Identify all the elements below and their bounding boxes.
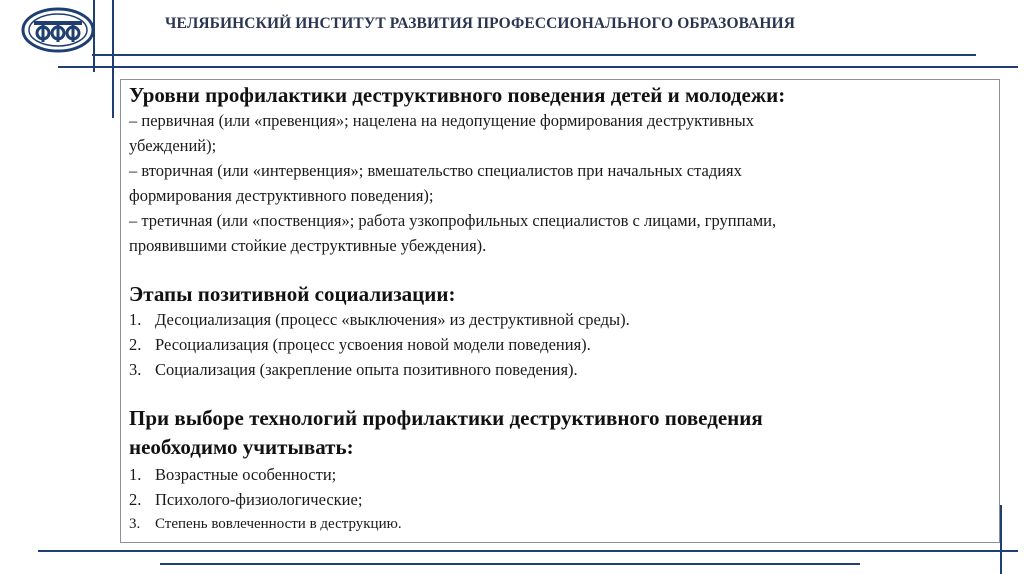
list-item-number: 1.	[129, 310, 142, 329]
list-item-text: Возрастные особенности;	[155, 465, 337, 484]
list-item	[129, 307, 989, 332]
list-item-text: Социализация (закрепление опыта позитивного поведения).	[155, 360, 578, 379]
list-item-number: 2.	[129, 335, 142, 354]
list-item	[129, 487, 989, 512]
footer-vertical-rule	[1000, 505, 1002, 574]
list-item	[129, 512, 989, 537]
section-heading-socialization: Этапы позитивной социализации:	[129, 282, 456, 306]
list-item	[129, 462, 989, 487]
list-item-text: Степень вовлеченности в деструкцию.	[155, 516, 402, 532]
institute-title: ЧЕЛЯБИНСКИЙ ИНСТИТУТ РАЗВИТИЯ ПРОФЕССИОНАЛЬНОГО ОБРАЗОВАНИЯ	[165, 15, 795, 32]
list-item-number: 3.	[129, 360, 142, 379]
list-item	[129, 332, 989, 357]
list-item-number: 3.	[129, 516, 141, 532]
list-item-text: Ресоциализация (процесс усвоения новой модели поведения).	[155, 335, 591, 354]
slide-content	[129, 82, 989, 537]
levels-line: убеждений);	[129, 136, 217, 155]
section-heading-technologies-cont: необходимо учитывать:	[129, 435, 354, 459]
levels-line: – вторичная (или «интервенция»; вмешательство специалистов при начальных стадиях	[129, 161, 742, 180]
list-item-number: 1.	[129, 465, 142, 484]
spacer	[129, 382, 989, 404]
list-item-number: 2.	[129, 490, 142, 509]
section-heading-technologies: При выборе технологий профилактики деструктивного поведения	[129, 406, 763, 430]
levels-line: формирования деструктивного поведения);	[129, 186, 434, 205]
levels-line: проявившими стойкие деструктивные убеждения).	[129, 236, 487, 255]
header-horizontal-rule	[92, 54, 976, 56]
spacer	[129, 258, 989, 281]
footer-horizontal-rule-lower	[160, 563, 860, 565]
levels-line: – третичная (или «поственция»; работа узкопрофильных специалистов с лицами, группами,	[129, 211, 777, 230]
list-item-text: Психолого-физиологические;	[155, 490, 363, 509]
list-item-text: Десоциализация (процесс «выключения» из деструктивной среды).	[155, 310, 630, 329]
institute-logo-icon	[20, 6, 96, 56]
header-vertical-rule-right	[112, 0, 114, 118]
list-item	[129, 357, 989, 382]
header-horizontal-rule-lower	[58, 66, 1018, 68]
levels-line: – первичная (или «превенция»; нацелена на недопущение формирования деструктивных	[129, 111, 754, 130]
footer-horizontal-rule	[38, 550, 1018, 552]
section-heading-levels: Уровни профилактики деструктивного поведения детей и молодежи:	[129, 83, 786, 107]
